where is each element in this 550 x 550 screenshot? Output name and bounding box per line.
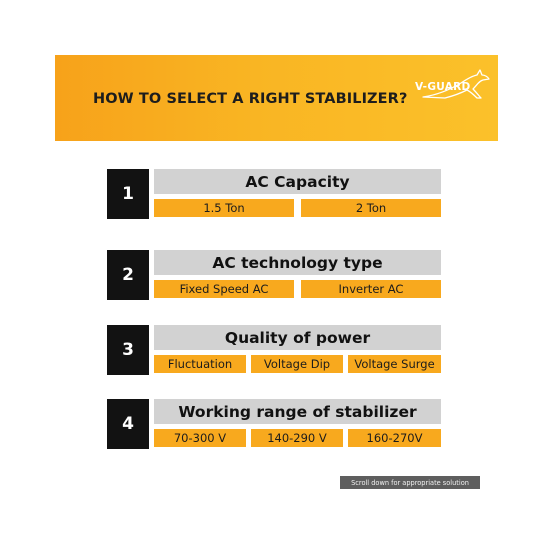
option-70-300v: 70-300 V <box>154 429 246 447</box>
option-140-290v: 140-290 V <box>251 429 343 447</box>
step-heading: AC technology type <box>154 250 441 275</box>
option-list <box>154 429 441 447</box>
option-inverter-ac: Inverter AC <box>301 280 441 298</box>
option-160-270v: 160-270V <box>348 429 441 447</box>
option-1-5-ton: 1.5 Ton <box>154 199 294 217</box>
option-list <box>154 355 441 373</box>
step-heading: Quality of power <box>154 325 441 350</box>
option-2-ton: 2 Ton <box>301 199 441 217</box>
option-list <box>154 199 441 217</box>
step-number: 1 <box>107 169 149 219</box>
option-list <box>154 280 441 298</box>
step-heading: AC Capacity <box>154 169 441 194</box>
step-heading: Working range of stabilizer <box>154 399 441 424</box>
step-number: 3 <box>107 325 149 375</box>
option-voltage-surge: Voltage Surge <box>348 355 441 373</box>
step-number: 4 <box>107 399 149 449</box>
option-fluctuation: Fluctuation <box>154 355 246 373</box>
option-fixed-speed-ac: Fixed Speed AC <box>154 280 294 298</box>
step-number: 2 <box>107 250 149 300</box>
header-banner <box>55 55 498 141</box>
scroll-hint: Scroll down for appropriate solution <box>340 476 480 489</box>
option-voltage-dip: Voltage Dip <box>251 355 343 373</box>
brand-logo-text: V-GUARD <box>415 81 471 93</box>
page-title: HOW TO SELECT A RIGHT STABILIZER? <box>93 91 408 107</box>
